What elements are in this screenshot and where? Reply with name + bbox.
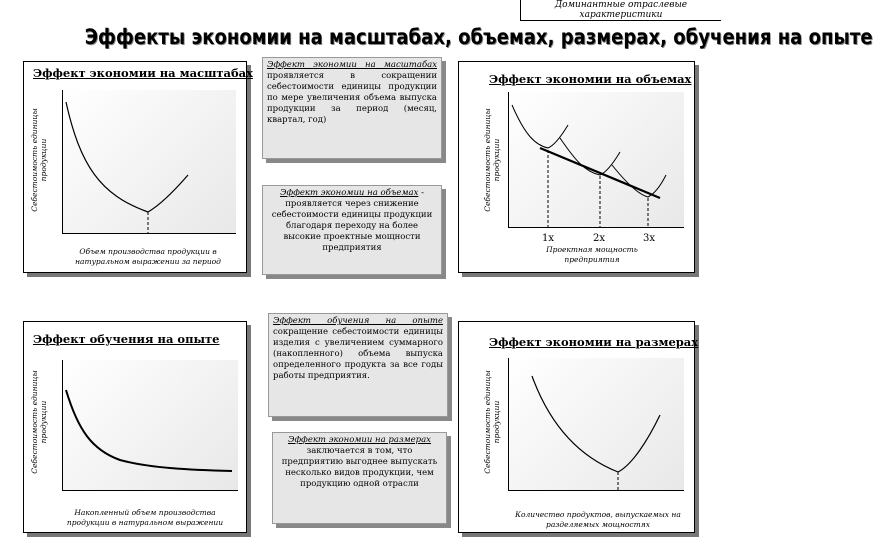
note-size-term: Эффект экономии на размерах <box>288 435 431 445</box>
panel-volume-ylabel-line1: Себестоимость единицы <box>483 108 492 212</box>
note-volume-text: проявляется через снижение себестоимости единицы продукции благодаря переходу на более высокие проектные мощности предприятия <box>271 199 433 253</box>
note-learning-term: Эффект обучения на опыте <box>273 316 443 326</box>
volume-tick-1x: 1х <box>542 233 555 244</box>
panel-volume-ylabel-line2: продукции <box>492 138 501 182</box>
panel-volume-xlabel: Проектная мощность предприятия <box>546 245 638 264</box>
panel-learning-title: Эффект обучения на опыте <box>33 332 220 346</box>
note-learning-text: сокращение себестоимости единицы изделия с увеличением суммарного (накопленного) объема выпуска определенного продукта за все годы работы предприятия. <box>273 327 443 381</box>
panel-size-ylabel-line2: продукции <box>492 400 501 444</box>
note-size-economy <box>272 432 447 524</box>
note-scale-term: Эффект экономии на масштабах <box>267 60 437 70</box>
panel-learning-ylabel-line2: продукции <box>39 400 48 444</box>
note-volume-term: Эффект экономии на объемах <box>280 188 419 198</box>
size-cost-curve <box>532 376 660 472</box>
note-size-text: заключается в том, что предприятию выгоднее выпускать несколько видов продукции, чем продукцию одной отрасли <box>281 446 438 489</box>
volume-tick-2x: 2х <box>593 233 606 244</box>
panel-learning-ylabel-line1: Себестоимость единицы <box>30 370 39 474</box>
note-learning-curve <box>268 313 448 417</box>
panel-volume-title: Эффект экономии на объемах <box>489 72 692 86</box>
page-title: Эффекты экономии на масштабах, объемах, размерах, обучения на опыте <box>84 25 873 49</box>
panel-scale-ylabel-line1: Себестоимость единицы <box>30 108 39 212</box>
note-volume-economy: Эффект экономии на объемах - проявляется через снижение себестоимости единицы продукции благодаря переходу на более высокие проектные мощности предприятия <box>262 185 442 275</box>
panel-scale-xlabel: Объем производства продукции в натуральном выражении за период <box>75 247 221 266</box>
panel-size-ylabel-line1: Себестоимость единицы <box>483 370 492 474</box>
panel-learning-xlabel: Накопленный объем производства продукции в натуральном выражении <box>66 508 224 527</box>
panel-size-xlabel: Количество продуктов, выпускаемых на разделяемых мощностях <box>515 510 681 529</box>
panel-scale-ylabel-line2: продукции <box>39 138 48 182</box>
section-label-text: Доминантные отраслевые характеристики <box>554 0 688 20</box>
panel-scale-title: Эффект экономии на масштабах <box>33 66 253 80</box>
note-scale-text: проявляется в сокращении себестоимости единицы продукции по мере увеличения объема выпуска продукции за период (месяц, квартал, год) <box>267 71 437 125</box>
panel-size-title: Эффект экономии на размерах <box>489 335 699 349</box>
volume-tick-3x: 3х <box>643 233 656 244</box>
